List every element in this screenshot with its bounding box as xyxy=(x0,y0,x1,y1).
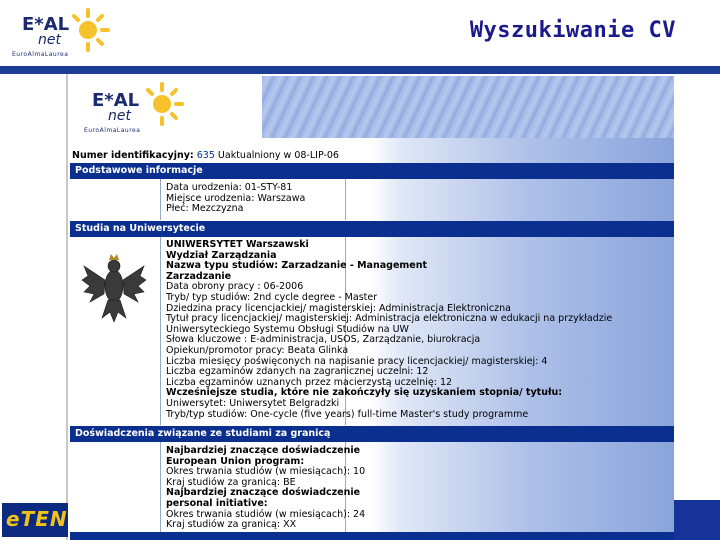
list-item: Najbardziej znaczące doświadczenie xyxy=(166,445,361,456)
logo-line1: E*AL xyxy=(22,14,70,35)
eten-logo-text: eTEN xyxy=(6,507,68,531)
euroalmalaurea-logo xyxy=(6,6,114,58)
list-item: Słowa kluczowe : E-administracja, USOS, Zarządzanie, biurokracja xyxy=(166,334,481,346)
list-item: Okres trwania studiów (w miesiącach): 24 xyxy=(166,508,366,520)
logo-line2: net xyxy=(108,108,131,124)
page-title: Wyszukiwanie CV xyxy=(469,18,676,43)
list-item: Data urodzenia: 01-STY-81 xyxy=(166,182,293,193)
cv-bottom-bar xyxy=(70,532,674,540)
section-header-study-abroad: Doświadczenia związane ze studiami za granicą xyxy=(70,426,674,442)
section-header-basic-info: Podstawowe informacje xyxy=(70,163,674,179)
list-item: Opiekun/promotor pracy: Beata Glinka xyxy=(166,344,349,356)
logo-line1: E*AL xyxy=(92,90,140,111)
cv-body xyxy=(70,138,674,540)
list-item: European Union program: xyxy=(166,455,305,467)
list-item: Najbardziej znaczące doświadczenie xyxy=(166,487,361,499)
list-item: Tryb/ typ studiów: 2nd cycle degree - Master xyxy=(166,291,378,303)
eten-logo xyxy=(2,503,68,537)
section-basic-info xyxy=(166,183,305,215)
list-item: Dziedzina pracy licencjackiej/ magisterskiej: Administracja Elektroniczna xyxy=(166,302,511,314)
euroalmalaurea-logo xyxy=(78,80,188,134)
list-item: Liczba egzaminów uznanych przez macierzystą uczelnię: 12 xyxy=(166,376,453,388)
section-header-university-studies: Studia na Uniwersytecie xyxy=(70,221,674,237)
section-university-studies xyxy=(166,240,612,420)
slide-header xyxy=(0,0,720,66)
sun-icon xyxy=(148,84,182,124)
cv-logo-area xyxy=(70,76,262,138)
list-item: personal initiative: xyxy=(166,497,268,509)
id-line xyxy=(72,150,339,161)
cv-header-banner xyxy=(262,76,674,138)
list-item: Kraj studiów za granicą: BE xyxy=(166,476,296,488)
list-item: Tytuł pracy licencjackiej/ magisterskiej: Administracja elektroniczna w edukacji na przykładzie xyxy=(166,313,613,325)
logo-subtitle: EuroAlmaLaurea xyxy=(84,127,141,134)
footer-decoration xyxy=(674,500,720,540)
list-item: Nazwa typu studiów: Zarzadzanie - Management xyxy=(166,260,428,272)
logo-subtitle: EuroAlmaLaurea xyxy=(12,51,69,58)
list-item: Data obrony pracy : 06-2006 xyxy=(166,281,304,293)
header-bar xyxy=(0,66,720,74)
list-item: Tryb/typ studiów: One-cycle (five years) full-time Master's study programme xyxy=(166,408,529,420)
list-item: Wydział Zarządzania xyxy=(166,249,277,261)
logo-line2: net xyxy=(38,32,61,48)
list-item: Zarzadzanie xyxy=(166,270,232,282)
list-item: Miejsce urodzenia: Warszawa xyxy=(166,192,306,204)
list-item: Liczba egzaminów zdanych na zagranicznej uczelni: 12 xyxy=(166,366,429,378)
list-item: Uniwersytet: Uniwersytet Belgradzki xyxy=(166,397,340,409)
list-item: Okres trwania studiów (w miesiącach): 10 xyxy=(166,466,366,478)
list-item: UNIWERSYTET Warszawski xyxy=(166,239,309,250)
list-item: Kraj studiów za granicą: XX xyxy=(166,519,297,531)
eagle-emblem-icon xyxy=(78,246,150,326)
list-item: Płeć: Mezczyzna xyxy=(166,203,244,215)
divider xyxy=(66,74,68,540)
list-item: Wcześniejsze studia, które nie zakończyły się uzyskaniem stopnia/ tytułu: xyxy=(166,387,563,399)
list-item: Liczba miesięcy poświęconych na napisanie pracy licencjackiej/ magisterskiej: 4 xyxy=(166,355,548,367)
cv-screenshot xyxy=(70,76,674,540)
id-label: Numer identifikacyjny: xyxy=(72,150,194,161)
list-item: Uniwersyteckiego Systemu Obsługi Studiów na UW xyxy=(166,323,409,335)
id-updated: Uaktualniony w 08-LIP-06 xyxy=(217,150,339,161)
left-margin xyxy=(0,74,68,540)
id-number: 635 xyxy=(196,150,215,161)
section-study-abroad xyxy=(166,446,365,531)
